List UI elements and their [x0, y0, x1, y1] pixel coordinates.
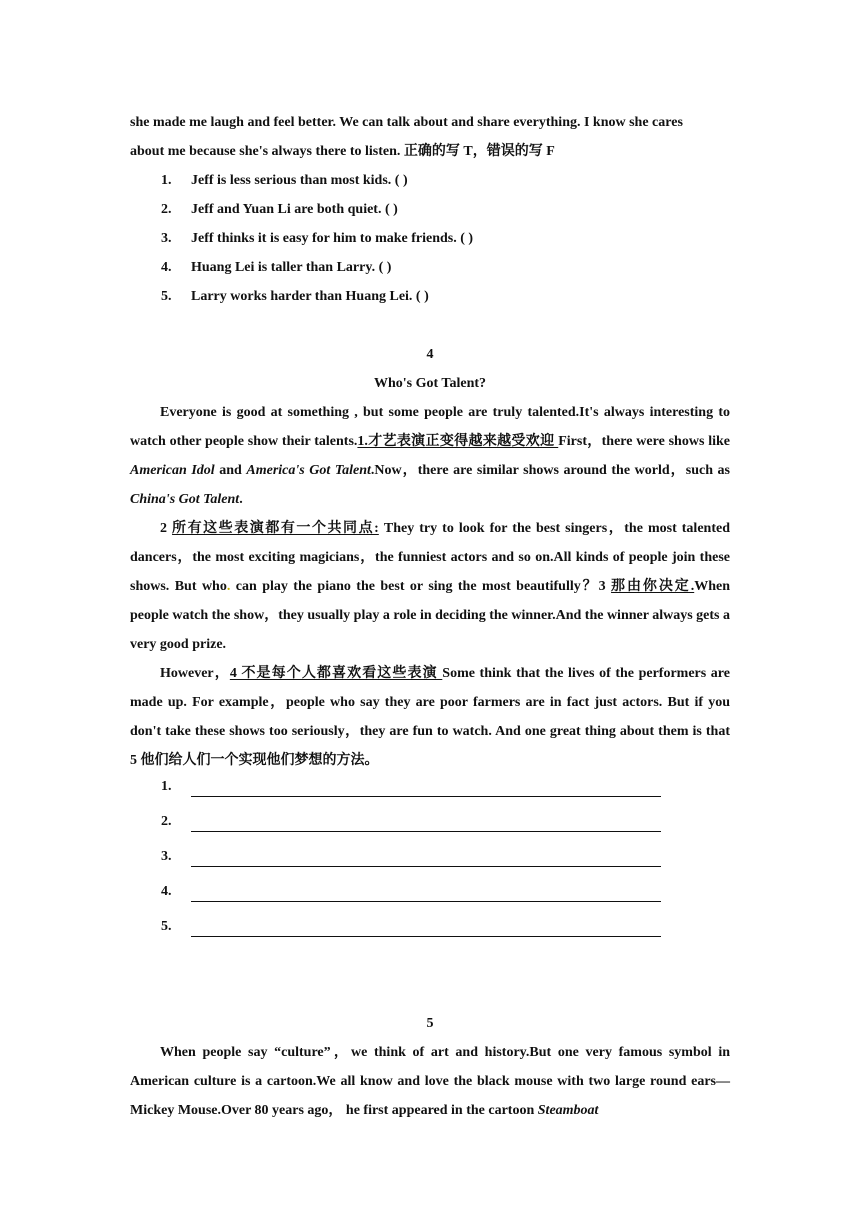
answer-row	[130, 797, 730, 832]
tf-item	[130, 195, 730, 224]
tf-item	[130, 166, 730, 195]
tf-item-text: Jeff is less serious than most kids. ( )	[191, 173, 408, 188]
section-5-paragraph-1	[130, 1038, 730, 1125]
tf-item-number: 4.	[161, 260, 172, 275]
tf-item	[130, 224, 730, 253]
tf-item-text: Larry works harder than Huang Lei. ( )	[191, 289, 429, 304]
blank-2-underlined: 所有这些表演都有一个共同点:	[172, 521, 379, 536]
text-run: However，	[160, 666, 230, 681]
blank-1-underlined: 1.才艺表演正变得越来越受欢迎	[357, 434, 559, 449]
answer-row	[130, 775, 730, 797]
answer-row	[130, 832, 730, 867]
intro-line-2: about me because she's always there to listen. 正确的写 T，错误的写 F	[130, 144, 555, 159]
tf-item-number: 3.	[161, 231, 172, 246]
tf-item	[130, 253, 730, 282]
section-5-number: 5	[426, 1016, 434, 1031]
answer-number: 1.	[161, 779, 172, 794]
tf-item-text: Huang Lei is taller than Larry. ( )	[191, 260, 392, 275]
text-run: They try to look for the best singers，the most talented dancers，the most exciting magicians，the funniest actors and so on.All kinds of people join these shows. But who	[130, 521, 730, 594]
cartoon-name: Steamboat	[537, 1103, 599, 1118]
text-run: 2	[160, 521, 173, 536]
answer-number: 3.	[161, 849, 172, 864]
worksheet-page	[130, 108, 730, 1125]
answer-line[interactable]	[191, 817, 661, 832]
tf-item-number: 1.	[161, 173, 172, 188]
show-name: American Idol	[130, 463, 215, 478]
answer-number: 2.	[161, 814, 172, 829]
text-run: .Now，there are similar shows around the world，such as	[370, 463, 730, 478]
tf-item-number: 5.	[161, 289, 172, 304]
answer-number: 4.	[161, 884, 172, 899]
answer-row	[130, 867, 730, 902]
blank-4-underlined: 4 不是每个人都喜欢看这些表演	[229, 666, 443, 681]
tf-item-text: Jeff thinks it is easy for him to make friends. ( )	[191, 231, 474, 246]
answer-line[interactable]	[191, 922, 661, 937]
show-name: America's Got Talent	[246, 463, 371, 478]
text-run: .	[239, 492, 243, 507]
answer-line[interactable]	[191, 852, 661, 867]
text-run: and	[214, 463, 247, 478]
blank-3-underlined: 那由你决定.	[611, 579, 695, 594]
section-4-paragraph-3	[130, 659, 730, 775]
section-4-title: Who's Got Talent?	[373, 376, 487, 391]
tf-item-text: Jeff and Yuan Li are both quiet. ( )	[191, 202, 398, 217]
show-name: China's Got Talent	[130, 492, 240, 507]
section-4-paragraph-1	[130, 398, 730, 514]
highlight-dot: .	[226, 579, 231, 594]
intro-line-1: she made me laugh and feel better. We can talk about and share everything. I know she cares	[130, 115, 683, 130]
section-4-paragraph-2	[130, 514, 730, 659]
text-run: Some think that the lives of the performers are made up. For example，people who say they are poor farmers are in fact just actors. But if you don't take these shows too seriously，they are fun to watch. And one great thing about them is that 5 他们给人们一个实现他们梦想的方法。	[130, 666, 730, 768]
answer-line[interactable]	[191, 782, 661, 797]
answer-line[interactable]	[191, 887, 661, 902]
text-run: Everyone is good at something , but some people are truly talented.It's always interesting to watch other people show their talents.	[130, 405, 730, 449]
text-run: When people watch the show，they usually play a role in deciding the winner.And the winner always gets a very good prize.	[130, 579, 730, 652]
answer-number: 5.	[161, 919, 172, 934]
tf-item	[130, 282, 730, 311]
answer-row	[130, 902, 730, 937]
text-run: First，there were shows like	[558, 434, 730, 449]
text-run: can play the piano the best or sing the most beautifully？3	[230, 579, 612, 594]
tf-item-number: 2.	[161, 202, 172, 217]
section-4-number: 4	[426, 347, 434, 362]
text-run: When people say “culture”，we think of art and history.But one very famous symbol in American culture is a cartoon.We all know and love the black mouse with two large round ears—Mickey Mouse.Over 80 years ago， he first appeared in the cartoon	[130, 1045, 730, 1118]
